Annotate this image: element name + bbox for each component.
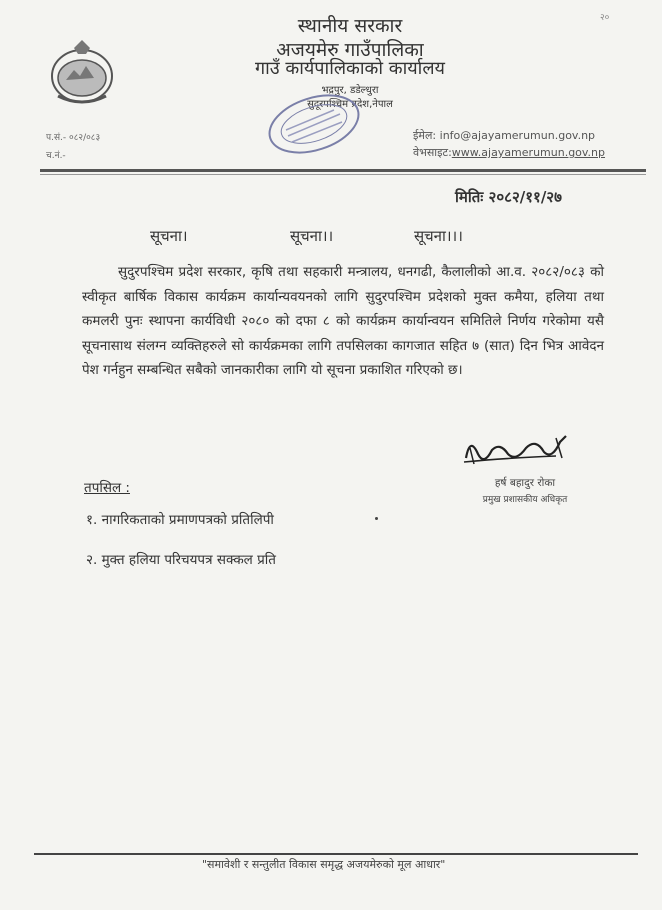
header-divider-thin xyxy=(40,174,646,175)
signatory-name: हर्ष बहादुर रोका xyxy=(494,477,556,489)
header-government: स्थानीय सरकार xyxy=(297,15,403,37)
website-link[interactable]: www.ajayamerumun.gov.np xyxy=(451,146,606,159)
page-mark: २० xyxy=(600,13,610,23)
dispatch-number: च.नं.- xyxy=(46,151,66,161)
notice-heading-2: सूचना।। xyxy=(290,227,334,245)
signature-icon xyxy=(456,428,576,472)
nepal-emblem-icon xyxy=(44,36,120,112)
footer-divider xyxy=(34,853,638,855)
notice-date: मितिः २०८२/११/२७ xyxy=(455,188,562,206)
list-item: २. मुक्त हलिया परिचयपत्र सक्कल प्रति xyxy=(86,552,277,568)
reference-number: प.सं.- ०८२/०८३ xyxy=(46,133,101,143)
header-office: गाउँ कार्यपालिकाको कार्यालय xyxy=(255,58,445,79)
list-item: १. नागरिकताको प्रमाणपत्रको प्रतिलिपी xyxy=(86,512,274,528)
header-address: भद्रपुर, डडेल्धुरा xyxy=(321,85,379,96)
list-heading: तपसिल : xyxy=(84,480,130,496)
header-divider xyxy=(40,169,646,172)
notice-heading-1: सूचना। xyxy=(150,227,188,245)
footer-slogan: "समावेशी र सन्तुलीत विकास समृद्ध अजयमेरुको मूल आधार" xyxy=(202,858,446,871)
stray-dot xyxy=(375,517,378,520)
signatory-title: प्रमुख प्रशासकीय अधिकृत xyxy=(482,495,568,505)
notice-body: सुदुरपश्चिम प्रदेश सरकार, कृषि तथा सहकारी मन्त्रालय, धनगढी, कैलालीको आ.व. २०८२/०८३ को स्वीकृत बार्षिक विकास कार्यक्रम कार्यान्यवयनको लागि सुदुरपश्चिम प्रदेशको मुक्त कमैया, हलिया तथा कमलरी पुनः स्थापना कार्यविधी २०८० को दफा ८ को कार्यक्रम कार्यान्वयन समितिले निर्णय गरेकोमा यसै सूचनासाथ संलग्न व्यक्तिहरुले सो कार्यक्रमका लागि तपसिलका कागजात सहित ७ (सात) दिन भित्र आवेदन पेश गर्नहुन सम्बन्धित सबैको जानकारीका लागि यो सूचना प्रकाशित गरिएको छ। xyxy=(82,264,604,378)
email-address[interactable]: info@ajayamerumun.gov.np xyxy=(439,129,596,142)
office-stamp-icon xyxy=(258,92,370,156)
notice-heading-3: सूचना।।। xyxy=(414,227,463,245)
email-line xyxy=(413,128,595,143)
website-label: वेभसाइट: xyxy=(413,146,452,159)
header-province: सुदूरपश्चिम प्रदेश,नेपाल xyxy=(307,99,393,110)
website-line xyxy=(413,145,605,160)
email-label: ईमेल: xyxy=(413,129,437,142)
header-municipality: अजयमेरु गाउँपालिका xyxy=(276,39,424,61)
